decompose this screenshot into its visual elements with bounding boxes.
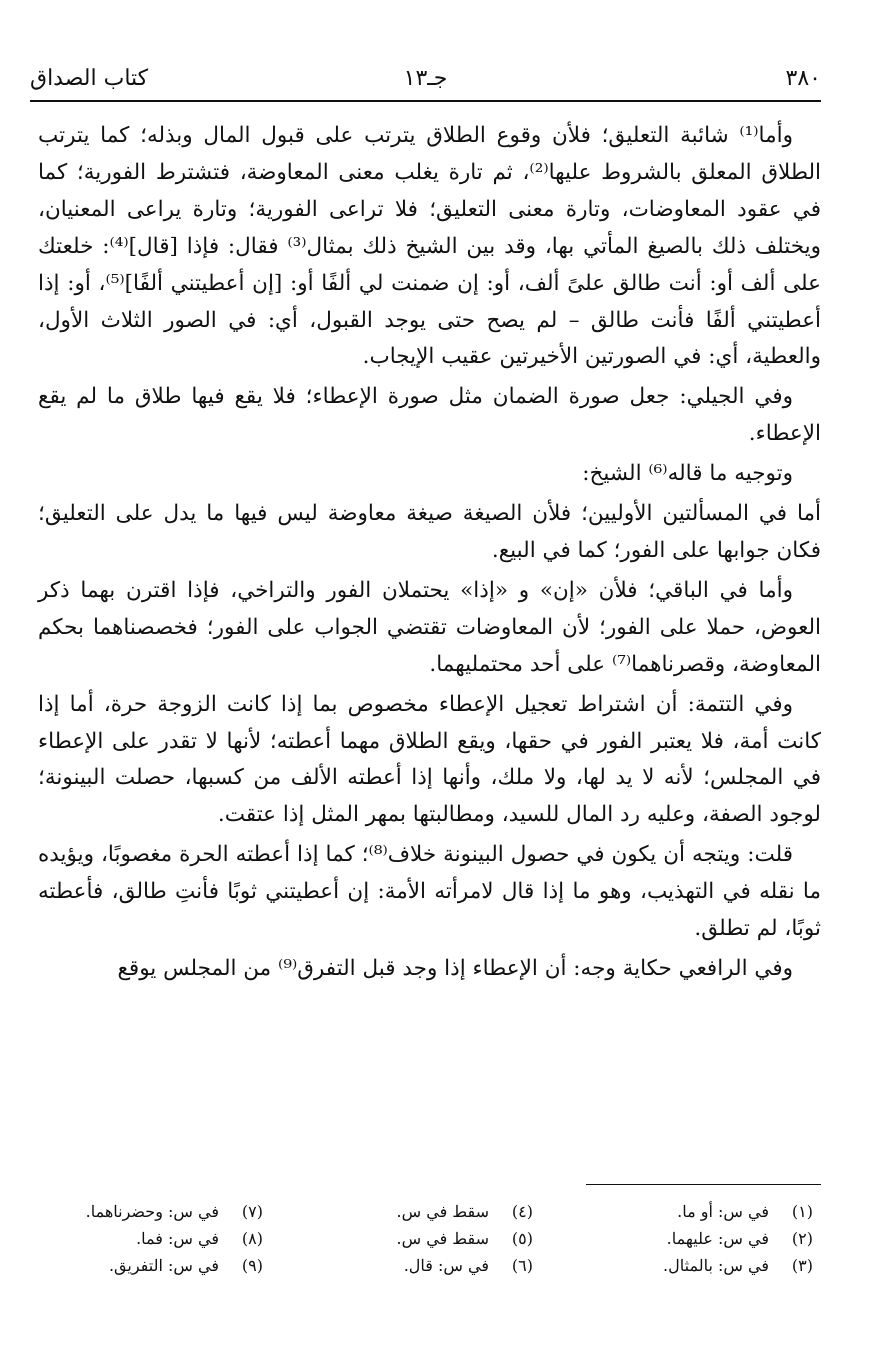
footnote (53, 1225, 263, 1252)
footnote (313, 1198, 533, 1225)
footnote (313, 1252, 533, 1279)
book-title: كتاب الصداق (30, 66, 149, 91)
footnote-text: في س: وحضرناهما. (85, 1202, 219, 1221)
paragraph: وفي التتمة: أن اشتراط تعجيل الإعطاء مخصوص بما إذا كانت الزوجة حرة، أما إذا كانت أمة، فلا يعتبر الفور في حقها، ويقع الطلاق مهما أعطته؛ لأنها لا تقدر على الإعطاء في المجلس؛ لأنه لا يد لها، ولا ملك، وأنها إذا أعطته الألف من كسبها، حصلت البينونة؛ لوجود الصفة، وعليه رد المال للسيد، ومطالبتها بمهر المثل إذا عتقت. (38, 691, 821, 828)
footnote-number: (٨) (241, 1229, 263, 1248)
footnote-text: في س: بالمثال. (663, 1256, 769, 1275)
footnote-number: (٣) (791, 1256, 813, 1275)
paragraph: وأما⁽¹⁾ شائبة التعليق؛ فلأن وقوع الطلاق يترتب على قبول المال وبذله؛ كما يترتب الطلاق المعلق بالشروط عليها⁽²⁾، ثم تارة يغلب معنى المعاوضة، فتشترط الفورية؛ كما في عقود المعاوضات، وتارة معنى التعليق؛ فلا تراعى الفورية؛ وتارة يراعى المعنيان، ويختلف ذلك بالصيغ المأتي بها، وقد بين الشيخ ذلك بمثال⁽³⁾ فقال: فإذا [قال]⁽⁴⁾: خلعتك على ألف أو: أنت طالق علىً ألف، أو: إن ضمنت لي ألفًا أو: [إن أعطيتني ألفًا]⁽⁵⁾، أو: إذا أعطيتني ألفًا فأنت طالق – لم يصح حتى يوجد القبول، أي: في الصور الثلاث الأول، والعطية، أي: في الصورتين الأخيرتين عقيب الإيجاب. (38, 123, 821, 370)
footnote-text: في س: التفريق. (108, 1256, 219, 1275)
footnote-number: (٦) (511, 1256, 533, 1275)
paragraph: وفي الرافعي حكاية وجه: أن الإعطاء إذا وجد قبل التفرق⁽⁹⁾ من المجلس يوقع (117, 955, 793, 981)
footnote (313, 1225, 533, 1252)
footnote-column (53, 1198, 263, 1279)
footnote-number: (٩) (241, 1256, 263, 1275)
footnote (593, 1252, 813, 1279)
footnote (53, 1252, 263, 1279)
footnote-text: في س: عليهما. (666, 1229, 769, 1248)
paragraph: وأما في الباقي؛ فلأن «إن» و «إذا» يحتملان الفور والتراخي، فإذا اقترن بهما ذكر العوض، حملا على الفور؛ لأن المعاوضات تقتضي الجواب على الفور؛ فخصصناهما بحكم المعاوضة، وقصرناهما⁽⁷⁾ على أحد محتمليهما. (38, 577, 821, 677)
footnote-column (593, 1198, 813, 1279)
footnote-text: سقط في س. (396, 1202, 489, 1221)
paragraph: وتوجيه ما قاله⁽⁶⁾ الشيخ: (582, 461, 793, 487)
paragraph: قلت: ويتجه أن يكون في حصول البينونة خلاف⁽⁸⁾؛ كما إذا أعطته الحرة مغصوبًا، ويؤيده ما نقله في التهذيب، وهو ما إذا قال لامرأته الأمة: إن أعطيتني ثوبًا فأنتِ طالق، فأعطته ثوبًا، لم تطلق. (38, 842, 822, 942)
footnote-text: سقط في س. (396, 1229, 489, 1248)
footnote-text: في س: قال. (403, 1256, 489, 1275)
main-text (38, 118, 821, 991)
footnote-number: (٤) (511, 1202, 533, 1221)
footnote-number: (٥) (511, 1229, 533, 1248)
footnote-text: في س: فما. (136, 1229, 219, 1248)
footnote (53, 1198, 263, 1225)
footnote-text: في س: أو ما. (677, 1202, 769, 1221)
footnote (593, 1198, 813, 1225)
paragraph: وفي الجيلي: جعل صورة الضمان مثل صورة الإعطاء؛ فلا يقع فيها طلاق ما لم يقع الإعطاء. (38, 384, 821, 447)
footnote-divider (586, 1184, 821, 1185)
footnote-column (313, 1198, 533, 1279)
paragraph: أما في المسألتين الأوليين؛ فلأن الصيغة صيغة معاوضة ليس فيها ما يدل على التعليق؛ فكان جوابها على الفور؛ كما في البيع. (38, 501, 821, 563)
page-header (30, 56, 821, 102)
page-number: ٣٨٠ (785, 66, 821, 91)
header-divider (30, 100, 821, 102)
footnote-number: (٧) (241, 1202, 263, 1221)
footnote-number: (١) (791, 1202, 813, 1221)
footnote-number: (٢) (791, 1229, 813, 1248)
footnote (593, 1225, 813, 1252)
volume-label: جـ١٣ (403, 66, 448, 91)
